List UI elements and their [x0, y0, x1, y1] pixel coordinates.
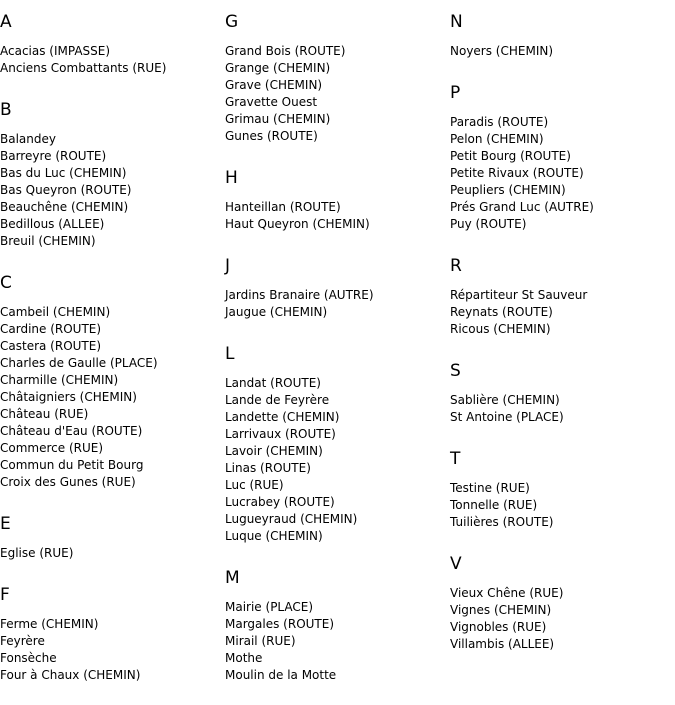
street-name: Bedillous (ALLEE) — [0, 217, 105, 231]
section-letter-heading: L — [225, 344, 235, 364]
street-name: Commun du Petit Bourg — [0, 458, 144, 472]
section-spacer — [0, 491, 220, 514]
street-name: Four à Chaux (CHEMIN) — [0, 668, 141, 682]
letter-section — [450, 256, 670, 338]
street-name: Lavoir (CHEMIN) — [225, 444, 323, 458]
street-name: Barreyre (ROUTE) — [0, 149, 107, 163]
street-name: Château (RUE) — [0, 407, 89, 421]
street-name: Grimau (CHEMIN) — [225, 112, 331, 126]
section-letter-heading: S — [450, 361, 461, 381]
street-name: Charles de Gaulle (PLACE) — [0, 356, 158, 370]
street-list — [450, 43, 670, 60]
street-list — [225, 287, 445, 321]
street-name: Anciens Combattants (RUE) — [0, 61, 167, 75]
street-name: Charmille (CHEMIN) — [0, 373, 119, 387]
street-name: Tonnelle (RUE) — [450, 498, 538, 512]
street-name: Fonsèche — [0, 651, 57, 665]
section-letter-heading: E — [0, 514, 11, 534]
street-list — [0, 304, 220, 491]
street-name: Puy (ROUTE) — [450, 217, 527, 231]
street-name: Châtaigniers (CHEMIN) — [0, 390, 137, 404]
street-index-column-2 — [225, 12, 445, 684]
section-letter-heading: M — [225, 568, 240, 588]
street-name: Bas du Luc (CHEMIN) — [0, 166, 127, 180]
street-list — [450, 287, 670, 338]
letter-section — [0, 100, 220, 250]
section-letter-heading: A — [0, 12, 12, 32]
street-list — [0, 616, 220, 684]
street-name: Petite Rivaux (ROUTE) — [450, 166, 584, 180]
street-name: Grange (CHEMIN) — [225, 61, 331, 75]
section-letter-heading: C — [0, 273, 12, 293]
street-list — [450, 585, 670, 653]
street-index-column-1 — [0, 12, 220, 684]
street-name: Lande de Feyrère — [225, 393, 330, 407]
street-name: Vignes (CHEMIN) — [450, 603, 552, 617]
street-list — [225, 375, 445, 545]
street-name: Répartiteur St Sauveur — [450, 288, 588, 302]
section-letter-heading: V — [450, 554, 462, 574]
street-name: Lucrabey (ROUTE) — [225, 495, 335, 509]
street-name: Bas Queyron (ROUTE) — [0, 183, 132, 197]
street-name: Lugueyraud (CHEMIN) — [225, 512, 358, 526]
letter-section — [0, 514, 220, 562]
street-list — [0, 545, 220, 562]
letter-section — [225, 168, 445, 233]
street-name: Prés Grand Luc (AUTRE) — [450, 200, 594, 214]
street-name: Linas (ROUTE) — [225, 461, 311, 475]
street-name: St Antoine (PLACE) — [450, 410, 564, 424]
street-name: Hanteillan (ROUTE) — [225, 200, 341, 214]
street-name: Mothe — [225, 651, 263, 665]
section-spacer — [450, 426, 670, 449]
street-name: Balandey — [0, 132, 56, 146]
section-spacer — [450, 531, 670, 554]
section-letter-heading: G — [225, 12, 239, 32]
section-spacer — [0, 562, 220, 585]
street-list — [450, 392, 670, 426]
street-name: Cardine (ROUTE) — [0, 322, 102, 336]
street-name: Mairie (PLACE) — [225, 600, 314, 614]
street-name: Jardins Branaire (AUTRE) — [225, 288, 374, 302]
section-spacer — [225, 145, 445, 168]
street-list — [225, 199, 445, 233]
letter-section — [225, 344, 445, 545]
section-letter-heading: N — [450, 12, 463, 32]
street-name: Grave (CHEMIN) — [225, 78, 323, 92]
street-name: Paradis (ROUTE) — [450, 115, 549, 129]
street-name: Luque (CHEMIN) — [225, 529, 323, 543]
street-name: Cambeil (CHEMIN) — [0, 305, 111, 319]
street-name: Eglise (RUE) — [0, 546, 74, 560]
street-name: Feyrère — [0, 634, 45, 648]
street-name: Acacias (IMPASSE) — [0, 44, 111, 58]
street-name: Mirail (RUE) — [225, 634, 296, 648]
street-name: Beauchêne (CHEMIN) — [0, 200, 129, 214]
section-letter-heading: J — [225, 256, 231, 276]
section-spacer — [450, 233, 670, 256]
street-name: Testine (RUE) — [450, 481, 530, 495]
street-name: Ferme (CHEMIN) — [0, 617, 99, 631]
letter-section — [450, 12, 670, 60]
street-name: Reynats (ROUTE) — [450, 305, 553, 319]
letter-section — [0, 12, 220, 77]
street-name: Peupliers (CHEMIN) — [450, 183, 566, 197]
street-name: Commerce (RUE) — [0, 441, 104, 455]
street-name: Margales (ROUTE) — [225, 617, 335, 631]
section-letter-heading: P — [450, 83, 461, 103]
street-name: Landette (CHEMIN) — [225, 410, 340, 424]
street-name: Luc (RUE) — [225, 478, 284, 492]
letter-section — [225, 256, 445, 321]
street-list — [225, 599, 445, 684]
letter-section — [450, 554, 670, 653]
section-spacer — [225, 545, 445, 568]
street-name: Grand Bois (ROUTE) — [225, 44, 346, 58]
street-name: Pelon (CHEMIN) — [450, 132, 544, 146]
street-name: Château d'Eau (ROUTE) — [0, 424, 143, 438]
street-name: Vieux Chêne (RUE) — [450, 586, 564, 600]
street-list — [0, 43, 220, 77]
street-name: Tuilières (ROUTE) — [450, 515, 554, 529]
letter-section — [225, 568, 445, 684]
letter-section — [225, 12, 445, 145]
street-name: Noyers (CHEMIN) — [450, 44, 554, 58]
letter-section — [450, 361, 670, 426]
section-spacer — [225, 233, 445, 256]
street-index-column-3 — [450, 12, 670, 653]
section-letter-heading: H — [225, 168, 238, 188]
street-name: Villambis (ALLEE) — [450, 637, 555, 651]
section-letter-heading: F — [0, 585, 10, 605]
street-name: Croix des Gunes (RUE) — [0, 475, 136, 489]
street-name: Sablière (CHEMIN) — [450, 393, 560, 407]
section-letter-heading: B — [0, 100, 12, 120]
street-list — [225, 43, 445, 145]
street-name: Gunes (ROUTE) — [225, 129, 318, 143]
street-list — [450, 114, 670, 233]
letter-section — [450, 83, 670, 233]
letter-section — [0, 585, 220, 684]
section-spacer — [450, 60, 670, 83]
street-name: Moulin de la Motte — [225, 668, 337, 682]
street-name: Ricous (CHEMIN) — [450, 322, 551, 336]
section-spacer — [0, 77, 220, 100]
letter-section — [0, 273, 220, 491]
street-name: Landat (ROUTE) — [225, 376, 321, 390]
section-spacer — [0, 250, 220, 273]
letter-section — [450, 449, 670, 531]
section-spacer — [450, 338, 670, 361]
street-name: Gravette Ouest — [225, 95, 318, 109]
section-letter-heading: T — [450, 449, 461, 469]
street-list — [450, 480, 670, 531]
street-list — [0, 131, 220, 250]
section-letter-heading: R — [450, 256, 462, 276]
street-name: Castera (ROUTE) — [0, 339, 102, 353]
street-name: Petit Bourg (ROUTE) — [450, 149, 571, 163]
street-name: Larrivaux (ROUTE) — [225, 427, 336, 441]
section-spacer — [225, 321, 445, 344]
street-name: Jaugue (CHEMIN) — [225, 305, 328, 319]
street-name: Haut Queyron (CHEMIN) — [225, 217, 370, 231]
street-name: Vignobles (RUE) — [450, 620, 547, 634]
street-name: Breuil (CHEMIN) — [0, 234, 96, 248]
